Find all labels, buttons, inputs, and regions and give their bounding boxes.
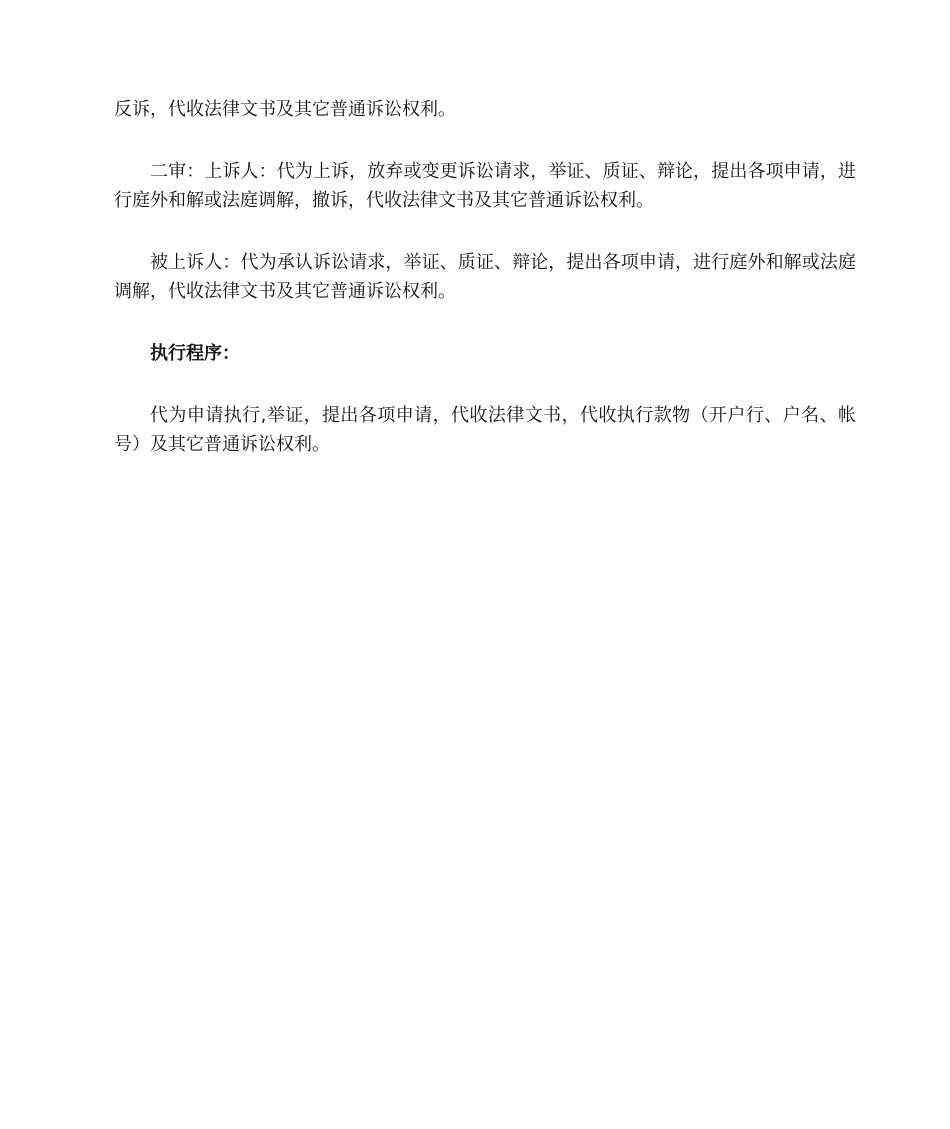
paragraph-execution-procedure: 代为申请执行,举证，提出各项申请，代收法律文书，代收执行款物（开户行、户名、帐号）及其它普通诉讼权利。 (114, 405, 856, 455)
document-body (114, 95, 856, 492)
paragraph-second-instance-appellant: 二审：上诉人：代为上诉，放弃或变更诉讼请求，举证、质证、辩论，提出各项申请，进行庭外和解或法庭调解，撤诉，代收法律文书及其它普通诉讼权利。 (114, 161, 856, 211)
section-heading-execution: 执行程序： (150, 343, 240, 364)
paragraph-appellee: 被上诉人：代为承认诉讼请求，举证、质证、辩论，提出各项申请，进行庭外和解或法庭调解，代收法律文书及其它普通诉讼权利。 (114, 252, 856, 302)
paragraph-counterclaim-continuation: 反诉，代收法律文书及其它普通诉讼权利。 (114, 99, 456, 120)
